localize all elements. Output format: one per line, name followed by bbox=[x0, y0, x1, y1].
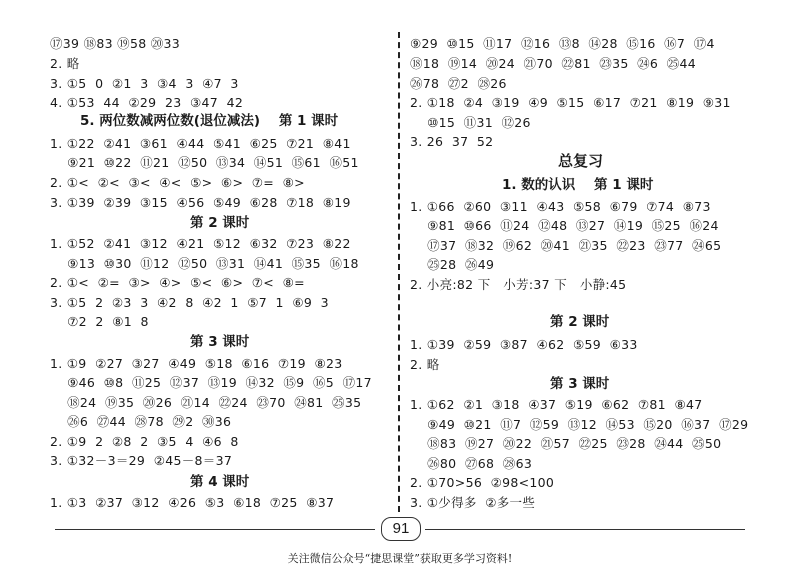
review-title: 总复习 bbox=[558, 152, 604, 170]
lesson-heading: 第 2 课时 bbox=[190, 215, 250, 231]
answer-line: ㉖80 ㉗68 ㉘63 bbox=[410, 456, 533, 471]
answer-line: ⑱18 ⑲14 ⑳24 ㉑70 ㉒81 ㉓35 ㉔6 ㉕44 bbox=[410, 56, 697, 71]
lesson-heading: 第 3 课时 bbox=[190, 334, 250, 350]
answer-line: ⑨46 ⑩8 ⑪25 ⑫37 ⑬19 ⑭32 ⑮9 ⑯5 ⑰17 bbox=[50, 375, 372, 390]
footer-rule-left bbox=[55, 529, 375, 530]
answer-line: 3. ①39 ②39 ③15 ④56 ⑤49 ⑥28 ⑦18 ⑧19 bbox=[50, 195, 351, 210]
answer-line: ⑨81 ⑩66 ⑪24 ⑫48 ⑬27 ⑭19 ⑮25 ⑯24 bbox=[410, 218, 719, 233]
answer-line: 1. ①62 ②1 ③18 ④37 ⑤19 ⑥62 ⑦81 ⑧47 bbox=[410, 397, 703, 412]
section-heading: 5. 两位数减两位数(退位减法) 第 1 课时 bbox=[80, 113, 339, 129]
section-heading: 1. 数的认识 第 1 课时 bbox=[502, 177, 654, 193]
answer-line: 1. ①39 ②59 ③87 ④62 ⑤59 ⑥33 bbox=[410, 337, 638, 352]
answer-line: 3. ①32－3＝29 ②45－8＝37 bbox=[50, 453, 233, 468]
answer-line: 1. ①22 ②41 ③61 ④44 ⑤41 ⑥25 ⑦21 ⑧41 bbox=[50, 136, 351, 151]
answer-line: 2. ①18 ②4 ③19 ④9 ⑤15 ⑥17 ⑦21 ⑧19 ⑨31 bbox=[410, 95, 731, 110]
answer-line: 1. ①66 ②60 ③11 ④43 ⑤58 ⑥79 ⑦74 ⑧73 bbox=[410, 199, 711, 214]
answer-line: 2. ①9 2 ②8 2 ③5 4 ④6 8 bbox=[50, 434, 239, 449]
answer-line: 3. ①5 2 ②3 3 ④2 8 ④2 1 ⑤7 1 ⑥9 3 bbox=[50, 295, 329, 310]
answer-line: ⑱24 ⑲35 ⑳26 ㉑14 ㉒24 ㉓70 ㉔81 ㉕35 bbox=[50, 395, 362, 410]
answer-line: 1. ①3 ②37 ③12 ④26 ⑤3 ⑥18 ⑦25 ⑧37 bbox=[50, 495, 335, 510]
answer-line: 1. ①52 ②41 ③12 ④21 ⑤12 ⑥32 ⑦23 ⑧22 bbox=[50, 236, 351, 251]
lesson-heading: 第 3 课时 bbox=[550, 376, 610, 392]
answer-line: ⑩15 ⑪31 ⑫26 bbox=[410, 115, 531, 130]
answer-line: 3. 26 37 52 bbox=[410, 134, 494, 149]
answer-line: 1. ①9 ②27 ③27 ④49 ⑤18 ⑥16 ⑦19 ⑧23 bbox=[50, 356, 343, 371]
answer-line: ㉕28 ㉖49 bbox=[410, 257, 495, 272]
answer-line: ⑱83 ⑲27 ⑳22 ㉑57 ㉒25 ㉓28 ㉔44 ㉕50 bbox=[410, 436, 722, 451]
answer-line: 2. ①< ②< ③< ④< ⑤> ⑥> ⑦= ⑧> bbox=[50, 175, 305, 190]
answer-line: ⑨13 ⑩30 ⑪12 ⑫50 ⑬31 ⑭41 ⑮35 ⑯18 bbox=[50, 256, 359, 271]
answer-line: ⑨49 ⑩21 ⑪7 ⑫59 ⑬12 ⑭53 ⑮20 ⑯37 ⑰29 bbox=[410, 417, 749, 432]
answer-line: ⑰37 ⑱32 ⑲62 ⑳41 ㉑35 ㉒23 ㉓77 ㉔65 bbox=[410, 238, 722, 253]
answer-line: ⑨29 ⑩15 ⑪17 ⑫16 ⑬8 ⑭28 ⑮16 ⑯7 ⑰4 bbox=[410, 36, 715, 51]
answer-line: 3. ①少得多 ②多一些 bbox=[410, 495, 536, 510]
answer-line: 2. 略 bbox=[50, 56, 80, 71]
answer-line: 4. ①53 44 ②29 23 ③47 42 bbox=[50, 95, 244, 110]
answer-line: 2. ①70>56 ②98<100 bbox=[410, 475, 555, 490]
answer-line: ⑰39 ⑱83 ⑲58 ⑳33 bbox=[50, 36, 181, 51]
page-number: 91 bbox=[381, 517, 421, 541]
answer-line: ㉖78 ㉗2 ㉘26 bbox=[410, 76, 507, 91]
answer-line: ㉖6 ㉗44 ㉘78 ㉙2 ㉚36 bbox=[50, 414, 232, 429]
answer-line: 2. 略 bbox=[410, 357, 440, 372]
lesson-heading: 第 4 课时 bbox=[190, 474, 250, 490]
answer-line: 2. 小亮:82 下 小芳:37 下 小静:45 bbox=[410, 277, 627, 292]
answer-line: ⑨21 ⑩22 ⑪21 ⑫50 ⑬34 ⑭51 ⑮61 ⑯51 bbox=[50, 155, 359, 170]
answer-line: 2. ①< ②= ③> ④> ⑤< ⑥> ⑦< ⑧= bbox=[50, 275, 305, 290]
column-divider bbox=[398, 32, 400, 512]
lesson-heading: 第 2 课时 bbox=[550, 314, 610, 330]
answer-line: ⑦2 2 ⑧1 8 bbox=[50, 314, 149, 329]
footer-rule-right bbox=[425, 529, 745, 530]
answer-line: 3. ①5 0 ②1 3 ③4 3 ④7 3 bbox=[50, 76, 239, 91]
footer-note: 关注微信公众号“捷思课堂”获取更多学习资料! bbox=[287, 552, 513, 565]
